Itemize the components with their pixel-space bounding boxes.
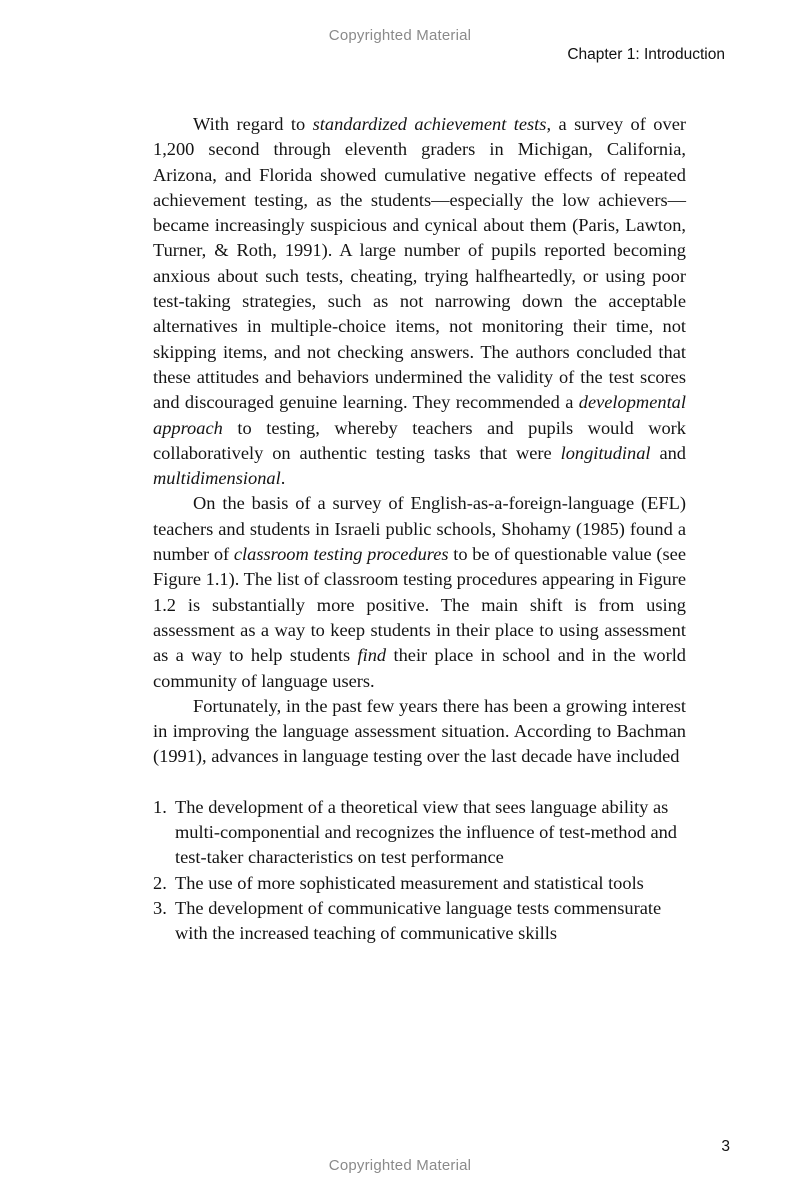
text-run: their place in school and in the world community of language users. [153, 645, 686, 691]
list-item [153, 795, 686, 871]
italic-term: find [357, 645, 387, 666]
body-paragraph [153, 694, 686, 770]
list-item-number: 2. [153, 872, 167, 893]
text-run: and [650, 442, 686, 463]
page-number: 3 [721, 1138, 730, 1155]
text-run: to be of questionable value (see Figure 1.1). The list of classroom testing procedures appearing in Figure 1.2 is substantially more positive. The main shift is from using assessment as a way to keep students in their place to using assessment as a way to help students [153, 544, 686, 666]
text-run: . [280, 468, 286, 489]
list-item [153, 871, 686, 896]
italic-term: multidimensional [153, 468, 281, 489]
italic-term: longitudinal [560, 442, 651, 463]
list-item-number: 3. [153, 897, 167, 918]
copyright-watermark-bottom: Copyrighted Material [328, 1157, 472, 1174]
list-item [153, 896, 686, 947]
text-run: , a survey of over 1,200 second through eleventh graders in Michigan, California, Arizona, and Florida showed cumulative negative effects of repeated achievement testing, as the students—especially the low achievers—became increasingly suspicious and cynical about them (Paris, Lawton, Turner, & Roth, 1991). A large number of pupils reported becoming anxious about such tests, cheating, trying halfheartedly, or using poor test-taking strategies, such as not narrowing down the acceptable alternatives in multiple-choice items, not monitoring their time, not skipping items, and not checking answers. The authors concluded that these attitudes and behaviors undermined the validity of the test scores and discouraged genuine learning. They recommended a [153, 114, 686, 413]
numbered-list [153, 795, 686, 947]
body-paragraph [153, 491, 686, 693]
copyright-watermark-top: Copyrighted Material [328, 27, 472, 44]
text-run: to testing, whereby teachers and pupils would work collaboratively on authentic testing tasks that were [153, 417, 686, 463]
italic-term: standardized achievement tests [312, 114, 547, 134]
list-item-text: The development of a theoretical view that sees language ability as multi-componential and recognizes the influence of test-method and test-taker characteristics on test performance [175, 796, 677, 868]
text-run: With regard to [193, 114, 313, 134]
list-item-text: The development of communicative language tests commensurate with the increased teaching of communicative skills [175, 897, 662, 944]
list-item-text: The use of more sophisticated measurement and statistical tools [175, 872, 644, 893]
italic-term: classroom testing procedures [233, 544, 449, 565]
text-run: On the basis of a survey of English-as-a-foreign-language (EFL) teachers and students in Israeli public schools, Shohamy (1985) found a number of [153, 493, 686, 565]
running-head: Chapter 1: Introduction [567, 46, 725, 63]
list-item-number: 1. [153, 796, 167, 817]
body-paragraph [153, 112, 686, 491]
italic-term: developmental approach [153, 392, 686, 438]
text-run: Fortunately, in the past few years there has been a growing interest in improving the language assessment situation. According to Bachman (1991), advances in language testing over the last decade have included [153, 695, 686, 767]
page-body [153, 112, 686, 947]
body-paragraphs [153, 112, 686, 770]
